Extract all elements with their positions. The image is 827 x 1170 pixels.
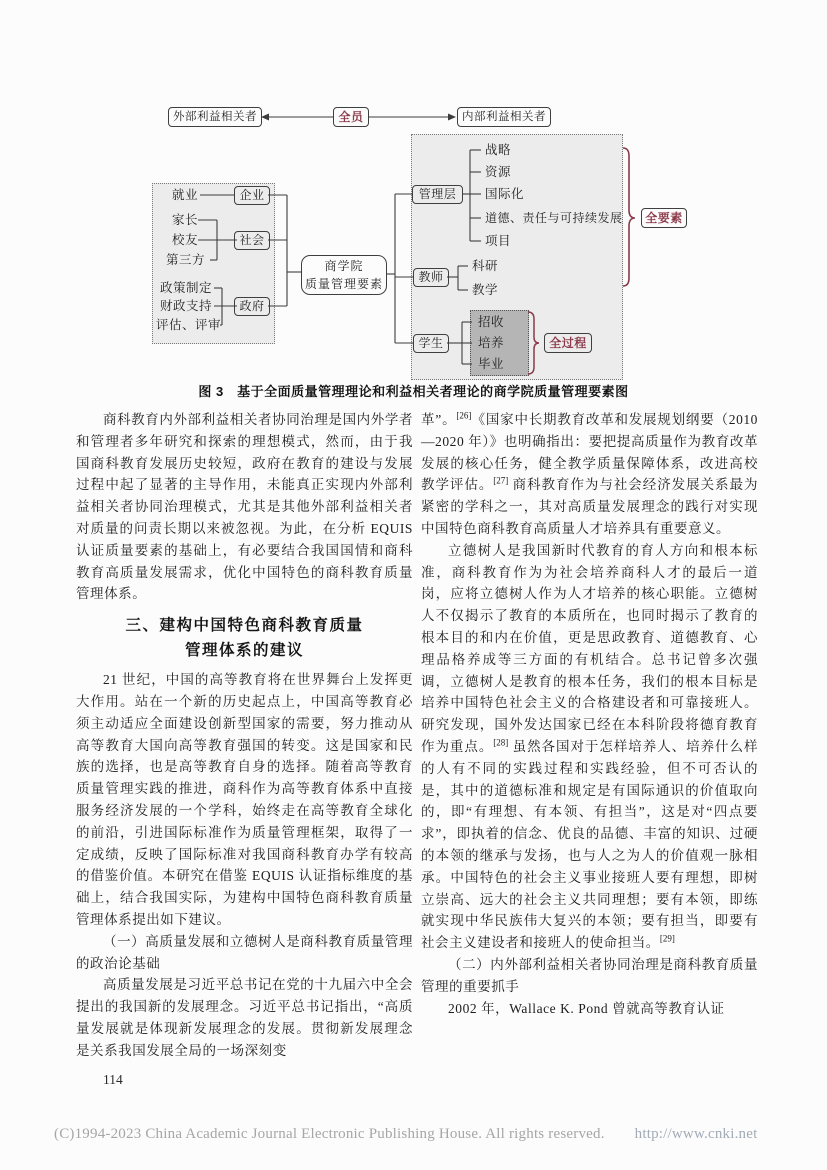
- section-heading-line2: 管理体系的建议: [184, 641, 304, 659]
- label-strategy: 战略: [485, 143, 512, 157]
- node-internal-stakeholders: 内部利益相关者: [457, 107, 551, 127]
- label-parents: 家长: [172, 213, 199, 227]
- figure-caption: 图 3 基于全面质量管理理论和利益相关者理论的商学院质量管理要素图: [198, 384, 629, 399]
- centerbox-line2: 质量管理要素: [304, 277, 383, 291]
- left-text-column: [76, 409, 413, 1062]
- all-elements-brace-icon: [623, 148, 635, 286]
- paragraph: 革”。[26]《国家中长期教育改革和发展规划纲要（2010—2020 年）》也明确指出：要把提高质量作为教育改革发展的核心任务，健全教学质量保障体系，改进高校教学评估。[27] 商科教育作为与社会经济发展关系最为紧密的学科之一，其对高质量发展理念的践行对实现中国特色商科教育高质量人才培养具有重要意义。: [421, 410, 759, 536]
- label-policy-making: 政策制定: [160, 281, 213, 295]
- label-research: 科研: [472, 259, 499, 273]
- right-text-column: [421, 409, 758, 1019]
- node-external-stakeholders: 外部利益相关者: [168, 107, 262, 127]
- arrow-left-icon: [261, 114, 269, 121]
- node-student: 学生: [413, 334, 449, 353]
- node-business-school-quality-elements: [301, 255, 387, 295]
- figure-3-diagram: [0, 0, 827, 405]
- copyright-text: (C)1994-2023 China Academic Journal Electronic Publishing House. All rights reserved.: [54, 1126, 605, 1142]
- node-government: 政府: [234, 297, 270, 316]
- arrow-right-icon: [448, 114, 456, 121]
- page-number: 114: [103, 1072, 123, 1087]
- label-graduation: 毕业: [478, 357, 505, 371]
- paragraph: 商科教育内外部利益相关者协同治理是国内外学者和管理者多年研究和探索的理想模式，然而，由于我国商科教育发展历史较短，政府在教育的建设与发展过程中起了显著的主导作用，未能真正实现内外部利益相关者协同治理模式，尤其是其他外部利益相关者对质量的问责长期以来被忽视。为此，在分析 EQUIS 认证质量要素的基础上，有必要结合我国国情和商科教育高质量发展需求，优化中国特色的商科教育质量管理体系。: [76, 412, 413, 602]
- node-all-elements: 全要素: [641, 208, 687, 228]
- reference-superscript: [29]: [659, 933, 675, 944]
- label-financial-support: 财政支持: [160, 299, 213, 313]
- section-heading: [76, 614, 413, 663]
- label-evaluation-review: 评估、评审: [156, 318, 222, 332]
- label-internationalization: 国际化: [485, 187, 525, 201]
- label-recruitment: 招收: [478, 315, 505, 329]
- paragraph: 21 世纪，中国的高等教育将在世界舞台上发挥更大作用。站在一个新的历史起点上，中国高等教育必须主动适应全面建设创新型国家的需要，努力推动从高等教育大国向高等教育强国的转变。这是国家和民族的选择，也是高等教育自身的选择。随着高等教育质量管理实践的推进，商科作为高等教育体系中直接服务经济发展的一个学科，始终走在高等教育全球化的前沿，引进国际标准作为质量管理框架，取得了一定成绩，反映了国际标准对我国商科教育办学有较高的借鉴价值。本研究在借鉴 EQUIS 认证指标维度的基础上，结合我国实际，为建构中国特色商科教育质量管理体系提出如下建议。: [76, 672, 413, 927]
- node-enterprise: 企业: [234, 186, 270, 205]
- node-management: 管理层: [412, 185, 463, 204]
- section-heading-line1: 三、建构中国特色商科教育质量: [125, 617, 364, 635]
- label-cultivation: 培养: [478, 336, 505, 350]
- node-all-staff: 全员: [333, 107, 369, 127]
- label-alumni: 校友: [172, 233, 199, 247]
- paragraph: 高质量发展是习近平总书记在党的十九届六中全会提出的我国新的发展理念。习近平总书记指出，“高质量发展就是体现新发展理念的发展。贯彻新发展理念是关系我国发展全局的一场深刻变: [76, 977, 413, 1058]
- label-teaching: 教学: [472, 283, 499, 297]
- reference-superscript: [26]: [456, 410, 472, 421]
- label-resources: 资源: [485, 165, 512, 179]
- node-society: 社会: [234, 231, 270, 250]
- reference-superscript: [27]: [493, 475, 509, 486]
- reference-superscript: [28]: [493, 737, 509, 748]
- cnki-url-link[interactable]: http://www.cnki.net: [634, 1126, 758, 1142]
- subsection-heading: （二）内外部利益相关者协同治理是商科教育质量管理的重要抓手: [421, 956, 758, 994]
- paragraph: 2002 年，Wallace K. Pond 曾就高等教育认证: [448, 1000, 725, 1016]
- paragraph: 立德树人是我国新时代教育的育人方向和根本标准，商科教育作为为社会培养商科人才的最后一道岗，应将立德树人作为人才培养的核心职能。立德树人不仅揭示了教育的本质所在，也同时揭示了教育的根本目的和内在价值，更是思政教育、道德教育、心理品格养成等三方面的有机结合。总书记曾多次强调，立德树人是教育的根本任务，我们的根本目标是培养中国特色社会主义的合格建设者和可靠接班人。研究发现，国外发达国家已经在本科阶段将德育教育作为重点。[28] 虽然各国对于怎样培养人、培养什么样的人有不同的实践过程和实践经验，但不可否认的是，其中的道德标准和规定是有国际通识的价值取向的，即“有理想、有本领、有担当”，这是对“四点要求”，即执着的信念、优良的品德、丰富的知识、过硬的本领的继承与发扬，也与人之为人的价值观一脉相承。中国特色的社会主义事业接班人要有理想，即树立崇高、远大的社会主义共同理想；要有本领，即练就实现中华民族伟大复兴的本领；要有担当，即要有社会主义建设者和接班人的使命担当。[29]: [421, 542, 759, 951]
- cnki-footer: [54, 1126, 814, 1143]
- label-employment: 就业: [172, 188, 199, 202]
- node-whole-process: 全过程: [544, 333, 592, 353]
- label-third-party: 第三方: [166, 253, 206, 267]
- label-ethics-responsibility: 道德、责任与可持续发展: [485, 211, 623, 225]
- whole-process-brace-icon: [528, 312, 539, 374]
- subsection-heading: （一）高质量发展和立德树人是商科教育质量管理的政治论基础: [76, 933, 413, 971]
- node-teacher: 教师: [413, 268, 449, 287]
- label-projects: 项目: [485, 234, 512, 248]
- centerbox-line1: 商学院: [324, 259, 364, 273]
